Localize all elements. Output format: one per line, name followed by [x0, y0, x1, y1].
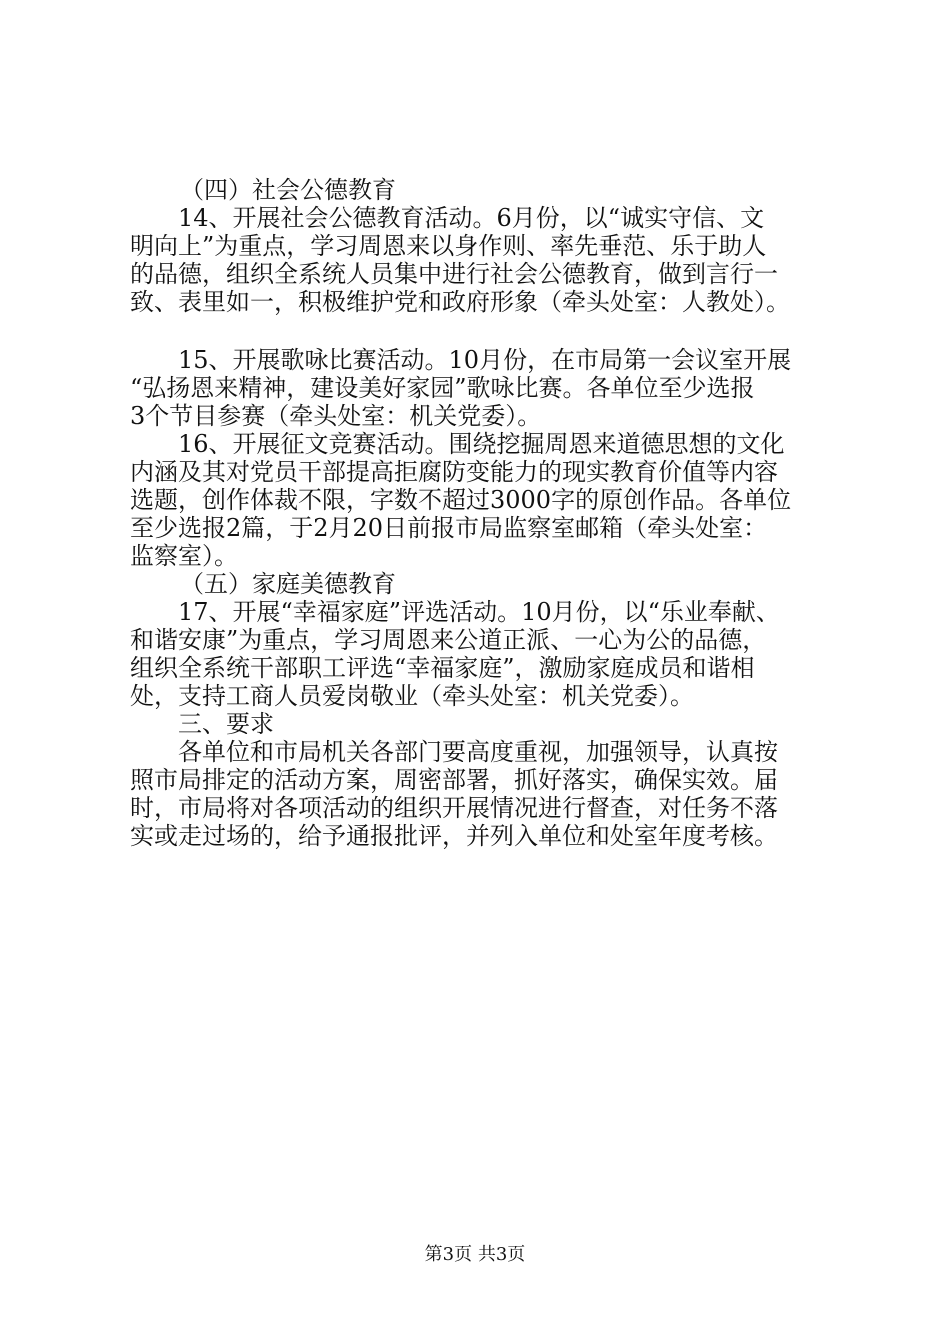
paragraph-14-line: 14、开展社会公德教育活动。6月份，以“诚实守信、文 — [178, 204, 765, 232]
paragraph-16-line: 内涵及其对党员干部提高拒腐防变能力的现实教育价值等内容 — [130, 458, 778, 486]
paragraph-17-line: 和谐安康”为重点，学习周恩来公道正派、一心为公的品德， — [130, 626, 767, 654]
paragraph-16-line: 至少选报2篇，于2月20日前报市局监察室邮箱（牵头处室： — [130, 514, 768, 542]
paragraph-17-line: 处，支持工商人员爱岗敬业（牵头处室：机关党委）。 — [130, 682, 694, 710]
requirements-paragraph-line: 各单位和市局机关各部门要高度重视，加强领导，认真按 — [178, 738, 778, 766]
paragraph-gap — [130, 316, 820, 346]
paragraph-15-line: “弘扬恩来精神，建设美好家园”歌咏比赛。各单位至少选报 — [130, 374, 755, 402]
requirements-paragraph-line: 照市局排定的活动方案，周密部署，抓好落实，确保实效。届 — [130, 766, 778, 794]
paragraph-15-line: 15、开展歌咏比赛活动。10月份，在市局第一会议室开展 — [178, 346, 792, 374]
page-footer: 第3页 共3页 — [424, 1244, 526, 1265]
requirements-paragraph-line: 时，市局将对各项活动的组织开展情况进行督查，对任务不落 — [130, 794, 778, 822]
paragraph-16-line: 选题，创作体裁不限，字数不超过3000字的原创作品。各单位 — [130, 486, 792, 514]
paragraph-15-line: 3个节目参赛（牵头处室：机关党委）。 — [130, 402, 542, 430]
paragraph-16-line: 监察室）。 — [130, 542, 238, 570]
paragraph-17-line: 17、开展“幸福家庭”评选活动。10月份，以“乐业奉献、 — [178, 598, 780, 626]
paragraph-16-line: 16、开展征文竞赛活动。围绕挖掘周恩来道德思想的文化 — [178, 430, 785, 458]
section-heading-four: （四）社会公德教育 — [180, 176, 396, 204]
section-heading-requirements: 三、要求 — [178, 710, 274, 738]
paragraph-17-line: 组织全系统干部职工评选“幸福家庭”，激励家庭成员和谐相 — [130, 654, 755, 682]
paragraph-14-line: 的品德，组织全系统人员集中进行社会公德教育，做到言行一 — [130, 260, 778, 288]
paragraph-14-line: 致、表里如一，积极维护党和政府形象（牵头处室：人教处）。 — [130, 288, 790, 316]
requirements-paragraph-line: 实或走过场的，给予通报批评，并列入单位和处室年度考核。 — [130, 822, 778, 850]
section-heading-five: （五）家庭美德教育 — [180, 570, 396, 598]
paragraph-14-line: 明向上”为重点，学习周恩来以身作则、率先垂范、乐于助人 — [130, 232, 767, 260]
document-body — [130, 176, 820, 850]
